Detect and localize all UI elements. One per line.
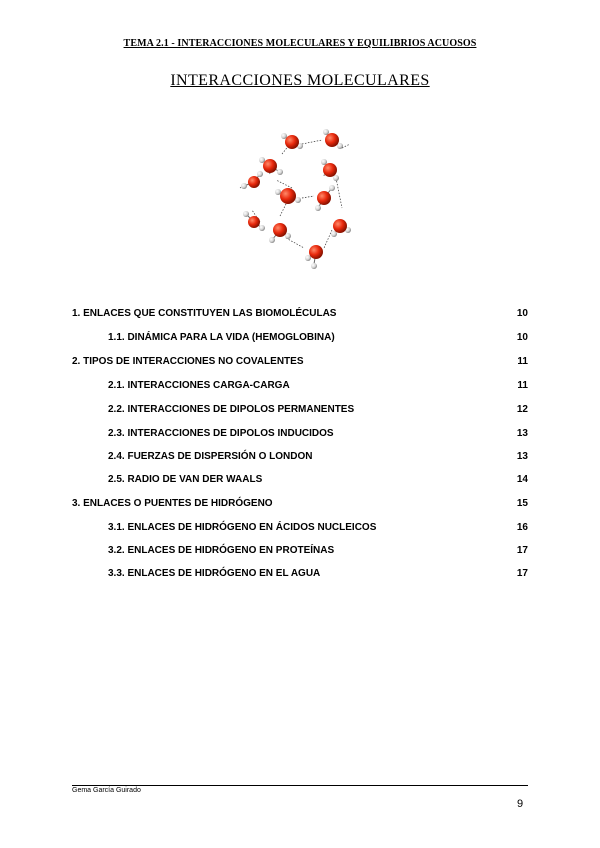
toc-entry-page: 15 [516,498,528,509]
page-number: 9 [517,798,524,810]
toc-entry-page: 13 [516,451,528,462]
footer-divider [72,785,528,786]
running-header: TEMA 2.1 - INTERACCIONES MOLECULARES Y EQUILIBRIOS ACUOSOS [123,38,477,49]
toc-entry[interactable] [72,451,528,465]
toc-entry-label: 3.1. ENLACES DE HIDRÓGENO EN ÁCIDOS NUCLEICOS [108,522,377,533]
toc-entry-label: 3.3. ENLACES DE HIDRÓGENO EN EL AGUA [108,568,321,579]
toc-entry[interactable] [72,308,528,322]
footer-author: Gema García Guirado [72,787,141,794]
toc-entry[interactable] [72,545,528,559]
toc-entry-page: 17 [516,545,528,556]
toc-entry-label: 2.3. INTERACCIONES DE DIPOLOS INDUCIDOS [108,428,334,439]
toc-entry-label: 3. ENLACES O PUENTES DE HIDRÓGENO [72,498,273,509]
toc-entry-label: 2.1. INTERACCIONES CARGA-CARGA [108,380,290,391]
water-molecules-hydrogen-bond-icon [232,118,362,278]
toc-entry-label: 2.2. INTERACCIONES DE DIPOLOS PERMANENTES [108,404,355,415]
toc-entry[interactable] [72,356,528,370]
toc-entry[interactable] [72,568,528,582]
toc-entry-label: 2.4. FUERZAS DE DISPERSIÓN O LONDON [108,451,313,462]
toc-entry[interactable] [72,428,528,442]
toc-entry-label: 1.1. DINÁMICA PARA LA VIDA (HEMOGLOBINA) [108,332,335,343]
toc-entry[interactable] [72,498,528,512]
toc-entry[interactable] [72,380,528,394]
toc-entry-label: 2. TIPOS DE INTERACCIONES NO COVALENTES [72,356,304,367]
toc-entry-label: 3.2. ENLACES DE HIDRÓGENO EN PROTEÍNAS [108,545,335,556]
toc-entry-page: 11 [517,380,528,391]
toc-entry-page: 12 [516,404,528,415]
toc-entry[interactable] [72,474,528,488]
toc-entry-page: 10 [516,308,528,319]
toc-entry[interactable] [72,332,528,346]
toc-entry-page: 17 [516,568,528,579]
toc-entry-label: 2.5. RADIO DE VAN DER WAALS [108,474,263,485]
toc-entry[interactable] [72,522,528,536]
toc-entry-page: 14 [516,474,528,485]
toc-entry-page: 10 [516,332,528,343]
toc-entry[interactable] [72,404,528,418]
page-title: INTERACCIONES MOLECULARES [170,72,430,89]
toc-entry-label: 1. ENLACES QUE CONSTITUYEN LAS BIOMOLÉCULAS [72,308,337,319]
toc-entry-page: 13 [516,428,528,439]
toc-entry-page: 16 [516,522,528,533]
toc-entry-page: 11 [517,356,528,367]
